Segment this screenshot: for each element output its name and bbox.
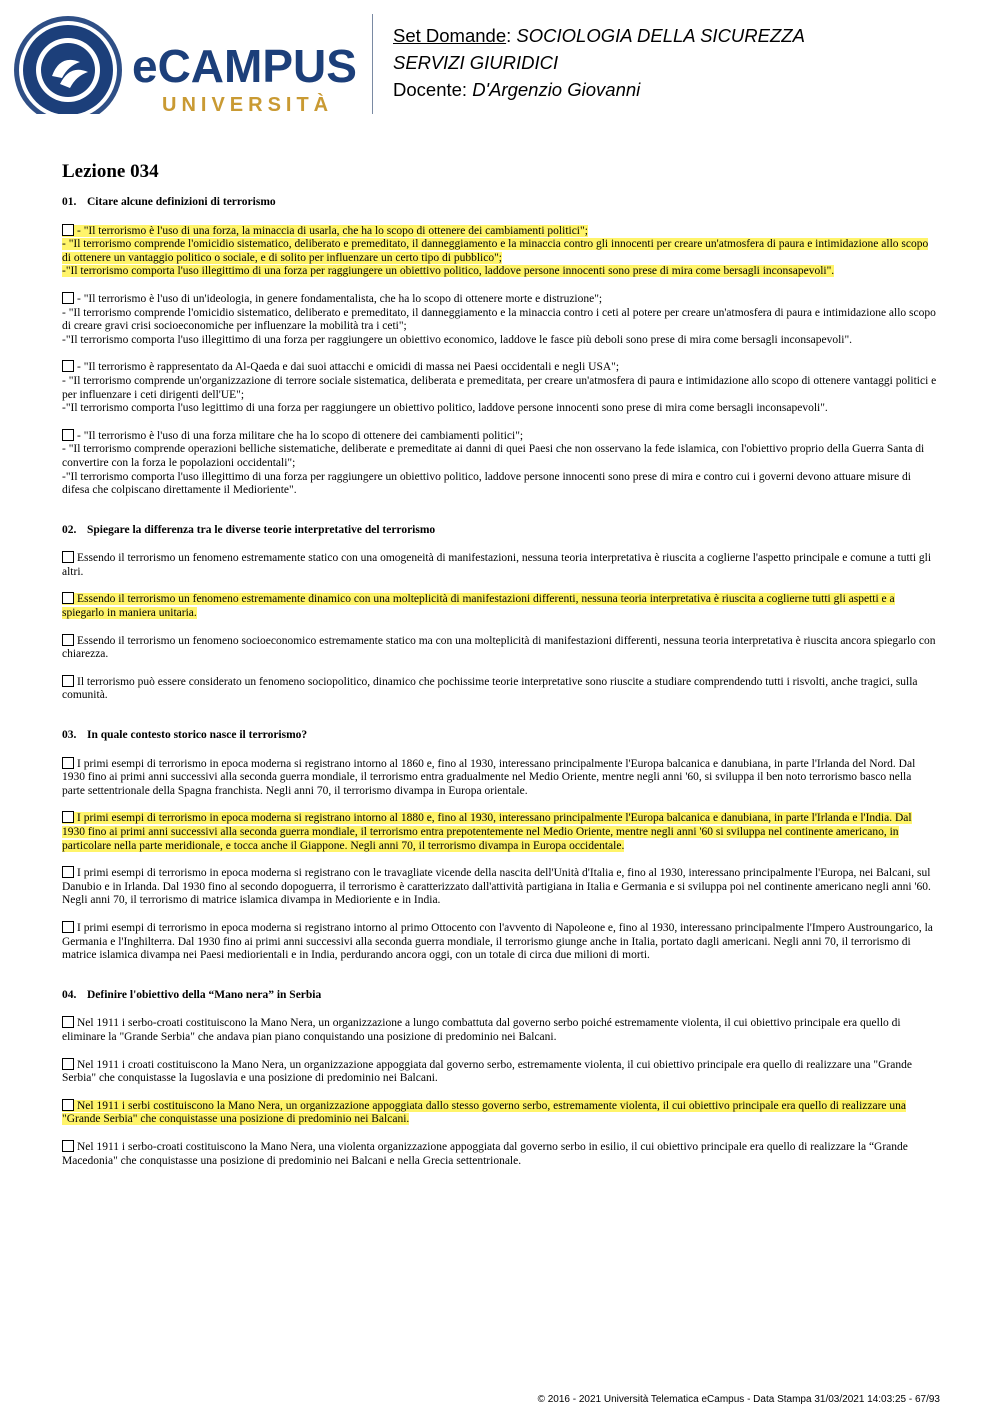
answer-option (62, 292, 937, 347)
question-title (62, 196, 937, 210)
answer-checkbox[interactable] (62, 866, 74, 878)
questions-list (62, 196, 937, 1188)
answer-text (62, 293, 602, 305)
docente-name: D'Argenzio Giovanni (472, 79, 641, 100)
answer-line-text: Il terrorismo può essere considerato un fenomeno sociopolitico, dinamico che pochissime teorie interpretative sono riuscite a studiare comprendendo tutti i risvolti, anche tragici, sulla comunità. (62, 675, 918, 702)
answer-line (62, 238, 937, 265)
answer-line-text: Nel 1911 i serbo-croati costituiscono la Mano Nera, un organizzazione a lungo combattuta dal governo serbo poiché estremamente violenta, il cui obiettivo principale era quello di eliminare la "Grande Serbia" che andava pian piano conquistando una posizione di predominio nei Balcani. (62, 1017, 901, 1043)
answer-line-text: - "Il terrorismo comprende operazioni belliche sistematiche, deliberate e premeditate ai danni di quei Paesi che non osservano la fede islamica, con l'obiettivo proprio della Guerra Santa di convertire con la forza le popolazioni occidentali"; (62, 443, 925, 469)
answer-checkbox[interactable] (62, 675, 74, 687)
answer-text (62, 375, 936, 401)
answer-line-text: - "Il terrorismo è l'uso di un'ideologia, in genere fondamentalista, che ha lo scopo di ottenere morte e distruzione"; (77, 292, 603, 305)
question (62, 989, 937, 1168)
answer-line-text: Nel 1911 i serbi costituiscono la Mano Nera, un organizzazione appoggiata dallo stesso governo serbo, estremamente violenta, il cui obiettivo principale era quello di realizzare una "Grande Serbia" che conquistasse una posizione di predominio nei Balcani. (62, 1099, 906, 1126)
docente-label: Docente: (393, 79, 468, 100)
answer-text (62, 593, 895, 619)
answer-option-correct (62, 592, 937, 620)
answer-text (62, 443, 924, 469)
answer-text (62, 1017, 901, 1043)
answer-text (62, 1100, 906, 1126)
answer-checkbox[interactable] (62, 1140, 74, 1152)
answer-line-text: -"Il terrorismo comporta l'uso legittimo di una forza per raggiungere un obiettivo politico, laddove persone innocenti sono prese di mira come bersagli inconsapevoli". (62, 402, 828, 415)
answer-line (62, 675, 937, 703)
answer-option (62, 360, 937, 415)
answer-line (62, 307, 937, 334)
answer-line-text: - "Il terrorismo è rappresentato da Al-Qaeda e dai suoi attacchi e omicidi di massa nei Paesi occidentali e negli USA"; (77, 361, 620, 374)
answer-text (62, 265, 834, 277)
logo-sub: UNIVERSITÀ (162, 94, 334, 114)
question-text: Citare alcune definizioni di terrorismo (87, 196, 276, 208)
answer-line-text: -"Il terrorismo comporta l'uso illegittimo di una forza per raggiungere un obiettivo politico, laddove persone innocenti sono prese di mira come bersagli inconsapevoli". (62, 265, 835, 278)
answer-line (62, 471, 937, 498)
answer-option-correct (62, 1099, 937, 1127)
answer-line (62, 292, 937, 307)
answer-line-text: I primi esempi di terrorismo in epoca moderna si registrano intorno al 1860 e, fino al 1930, interessano principalmente l'Europa balcanica e danubiana, in parte l'Irlanda del Nord. Dal 1930 fino ai primi anni successivi alla seconda guerra mondiale, il terrorismo entra gradualmente nel Medio Oriente, mentre negli anni '60, si sviluppa il ben noto terrorismo basco nella parte settentrionale della Spagna franchista. Negli anni 70, il terrorismo divampa in Europa orientale. (62, 757, 916, 797)
answer-checkbox[interactable] (62, 292, 74, 304)
answer-option (62, 1140, 937, 1168)
answer-text (62, 1141, 908, 1167)
answer-text (62, 1059, 912, 1085)
answer-text (62, 334, 852, 346)
answer-line (62, 1058, 937, 1086)
question-title (62, 729, 937, 743)
answer-option-correct (62, 224, 937, 279)
set-label: Set Domande (393, 25, 507, 46)
answer-line-text: -"Il terrorismo comporta l'uso illegittimo di una forza per raggiungere un obiettivo politico, laddove persone innocenti sono prese di mira e contro cui i governi devono attuare misure di difesa che colpiscano direttamente il Medioriente". (62, 470, 911, 497)
question-title (62, 989, 937, 1003)
answer-option (62, 675, 937, 703)
answer-text (62, 361, 619, 373)
answer-checkbox[interactable] (62, 1099, 74, 1111)
answer-text (62, 635, 935, 661)
question-text: Definire l'obiettivo della “Mano nera” in Serbia (87, 988, 322, 1001)
answer-text (62, 676, 918, 702)
answer-text (62, 758, 915, 797)
answer-line-text: I primi esempi di terrorismo in epoca moderna si registrano con le travagliate vicende della nascita dell'Unità d'Italia e, fino al 1930, interessano principalmente l'Europa, nei Balcani, sul Danubio e in Irlanda. Dal 1930 fino al secondo dopoguerra, il terrorismo è caratterizzato dall'attività partigiana in Italia e Germania e si sviluppa poi nel continente americano negli anni '60. Negli anni 70, il terrorismo di matrice islamica divampa in Medioriente e in India. (62, 867, 931, 907)
answer-text (62, 867, 931, 906)
answer-option (62, 757, 937, 799)
question (62, 729, 937, 963)
header-divider (372, 14, 373, 114)
answer-line (62, 757, 937, 799)
answer-checkbox[interactable] (62, 634, 74, 646)
ecampus-logo (12, 14, 372, 114)
answer-line-text: Essendo il terrorismo un fenomeno estremamente dinamico con una molteplicità di manifestazioni differenti, nessuna teoria interpretativa è riuscita a coglierne tutti gli aspetti e a spiegarlo in maniera unitaria. (62, 593, 895, 620)
answer-line-text: Nel 1911 i serbo-croati costituiscono la Mano Nera, una violenta organizzazione appoggiata dal governo serbo in esilio, il cui obiettivo principale era quello di realizzare la “Grande Macedonia" che conquistasse una posizione di predominio nei Balcani e nella Grecia settentrionale. (62, 1140, 908, 1167)
answer-line (62, 360, 937, 375)
page-header (0, 0, 1000, 130)
answer-option (62, 1016, 937, 1044)
answer-line-text: - "Il terrorismo comprende l'omicidio sistematico, deliberato e premeditato, il danneggiamento e la minaccia contro i ceti al potere per creare un'atmosfera di paura e intimidazione allo scopo di creare gravi crisi socioeconomiche per influenzare la mobilità tra i ceti"; (62, 306, 936, 333)
question-number: 01. (62, 196, 77, 208)
answer-line-text: Nel 1911 i croati costituiscono la Mano Nera, un organizzazione appoggiata dal governo serbo, estremamente violenta, il cui obiettivo principale era quello di realizzare una "Grande Serbia" che conquistasse la Iugoslavia e una posizione di predominio nei Balcani. (62, 1058, 912, 1085)
answer-line (62, 1099, 937, 1127)
answer-line (62, 634, 937, 662)
answer-line (62, 1016, 937, 1044)
answer-line (62, 402, 937, 416)
answer-checkbox[interactable] (62, 224, 74, 236)
answer-option (62, 634, 937, 662)
question (62, 524, 937, 703)
answer-line-text: - "Il terrorismo comprende un'organizzazione di terrore sociale sistematica, deliberata e premeditata, per creare un'atmosfera di paura e intimidazione allo scopo di ottenere vantaggi politici e per influenzare i ceti dirigenti dell'UE"; (62, 374, 937, 401)
answer-option (62, 1058, 937, 1086)
subject: SERVIZI GIURIDICI (393, 52, 559, 73)
answer-checkbox[interactable] (62, 360, 74, 372)
answer-option (62, 551, 937, 579)
question-text: In quale contesto storico nasce il terrorismo? (87, 729, 308, 742)
answer-line-text: - "Il terrorismo comprende l'omicidio sistematico, deliberato e premeditato, il danneggiamento e la minaccia contro gli innocenti per creare un'atmosfera di paura e intimidazione allo scopo di ottenere un vantaggio politico o sociale, e di solito per influenzare un certo tipo di pubblico"; (62, 238, 929, 264)
answer-checkbox[interactable] (62, 592, 74, 604)
answer-line-text: - "Il terrorismo è l'uso di una forza, la minaccia di usarla, che ha lo scopo di ottenere dei cambiamenti politici"; (77, 224, 588, 237)
answer-line-text: -"Il terrorismo comporta l'uso illegittimo di una forza per raggiungere un obiettivo economico, laddove le fasce più deboli sono prese di mira come bersagli inconsapevoli". (62, 333, 853, 346)
answer-text (62, 225, 588, 237)
answer-text (62, 238, 928, 264)
answer-text (62, 402, 828, 414)
question-number: 02. (62, 523, 77, 536)
footer: © 2016 - 2021 Università Telematica eCampus - Data Stampa 31/03/2021 14:03:25 - 67/93 (537, 1394, 940, 1405)
answer-checkbox[interactable] (62, 921, 74, 933)
answer-text (62, 307, 936, 333)
answer-line-text: Essendo il terrorismo un fenomeno estremamente statico con una omogeneità di manifestazioni, nessuna teoria interpretativa è riuscita a coglierne l'aspetto principale e comune a tutti gli altri. (62, 552, 932, 578)
answer-checkbox[interactable] (62, 811, 74, 823)
answer-line (62, 334, 937, 348)
answer-text (62, 552, 931, 578)
answer-text (62, 922, 933, 961)
answer-line-text: I primi esempi di terrorismo in epoca moderna si registrano intorno al 1880 e, fino al 1930, interessano principalmente l'Europa balcanica e danubiana, in parte l'Irlanda e l'India. Dal 1930 fino ai primi anni successivi alla seconda guerra mondiale, il terrorismo entra prepotentemente nel Medio Oriente, mentre negli anni '60 si sviluppa nel continente americano, in particolare nella parte meridionale, e tocca anche il Giappone. Negli anni 70, il terrorismo divampa in Europa occidentale. (62, 812, 912, 852)
answer-line (62, 811, 937, 853)
answer-checkbox[interactable] (62, 1016, 74, 1028)
answer-checkbox[interactable] (62, 1058, 74, 1070)
answer-option (62, 866, 937, 908)
answer-line (62, 429, 937, 444)
header-info: Set Domande: SOCIOLOGIA DELLA SICUREZZA SERVIZI GIURIDICI Docente: D'Argenzio Giovanni (393, 25, 805, 100)
question (62, 196, 937, 498)
answer-line (62, 866, 937, 908)
answer-option (62, 921, 937, 963)
answer-line (62, 592, 937, 620)
answer-option-correct (62, 811, 937, 853)
answer-line (62, 551, 937, 579)
answer-line (62, 1140, 937, 1168)
question-title (62, 524, 937, 538)
question-number: 03. (62, 729, 77, 742)
question-text: Spiegare la differenza tra le diverse teorie interpretative del terrorismo (87, 523, 436, 536)
answer-line (62, 224, 937, 239)
question-number: 04. (62, 988, 77, 1001)
answer-line-text: Essendo il terrorismo un fenomeno socioeconomico estremamente statico ma con una molteplicità di manifestazioni differenti, nessuna teoria interpretativa è riuscita ancora spiegarlo con chiarezza. (62, 634, 936, 661)
answer-line-text: I primi esempi di terrorismo in epoca moderna si registrano intorno al primo Ottocento con l'avvento di Napoleone e, fino al 1930, interessano principalmente l'Impero Austroungarico, la Germania e l'Inghilterra. Dal 1930 fino ai primi anni successivi alla seconda guerra mondiale, il terrorismo giunge anche in Italia, portato dagli americani. Negli anni 70, il terrorismo di matrice islamica divampa nei Paesi mediorientali e in India, perdurando ancora oggi, con un totale di circa due milioni di morti. (62, 921, 933, 962)
answer-line (62, 265, 937, 279)
answer-text (62, 471, 911, 497)
answer-checkbox[interactable] (62, 757, 74, 769)
answer-option (62, 429, 937, 498)
answer-line (62, 921, 937, 963)
answer-checkbox[interactable] (62, 429, 74, 441)
answer-checkbox[interactable] (62, 551, 74, 563)
answer-text (62, 430, 523, 442)
lesson-title: Lezione 034 (62, 161, 159, 182)
answer-line (62, 443, 937, 470)
answer-line-text: - "Il terrorismo è l'uso di una forza militare che ha lo scopo di ottenere dei cambiamenti politici"; (77, 429, 524, 442)
logo-brand: eCAMPUS (132, 40, 357, 92)
set-title: SOCIOLOGIA DELLA SICUREZZA (516, 25, 805, 46)
answer-line (62, 375, 937, 402)
answer-text (62, 812, 912, 851)
